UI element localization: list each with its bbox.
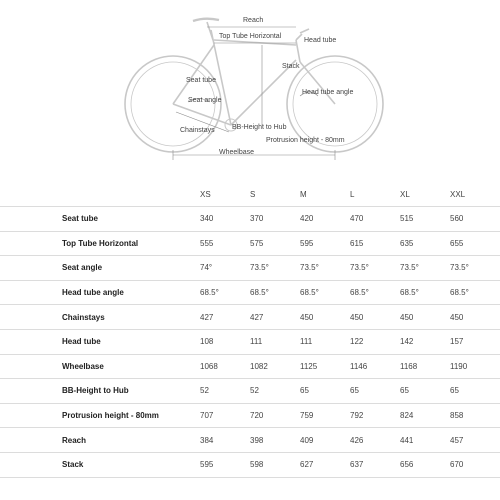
table-cell: 73.5° [250, 256, 300, 281]
table-cell: 420 [300, 207, 350, 232]
table-cell: 470 [350, 207, 400, 232]
label-chainstays: Chainstays [180, 127, 215, 134]
table-cell: 73.5° [300, 256, 350, 281]
table-cell: 656 [400, 452, 450, 477]
row-label: BB-Height to Hub [0, 379, 200, 404]
label-head-tube-angle: Head tube angle [302, 89, 354, 96]
table-cell: 426 [350, 428, 400, 453]
table-cell: 73.5° [450, 256, 500, 281]
row-label: Head tube [0, 329, 200, 354]
table-header-row [0, 182, 500, 207]
table-row [0, 256, 500, 281]
table-cell: 398 [250, 428, 300, 453]
table-cell: 441 [400, 428, 450, 453]
table-cell: 450 [300, 305, 350, 330]
geometry-table [0, 182, 500, 478]
table-cell: 1146 [350, 354, 400, 379]
table-body [0, 207, 500, 478]
table-cell: 65 [300, 379, 350, 404]
row-label: Top Tube Horizontal [0, 231, 200, 256]
table-cell: 65 [350, 379, 400, 404]
row-label: Seat angle [0, 256, 200, 281]
table-cell: 68.5° [450, 280, 500, 305]
table-cell: 598 [250, 452, 300, 477]
header-size: XS [200, 189, 211, 199]
table-cell: 427 [200, 305, 250, 330]
header-size: S [250, 189, 256, 199]
table-cell: 615 [350, 231, 400, 256]
table-row [0, 231, 500, 256]
table-cell: 65 [450, 379, 500, 404]
table-cell: 52 [200, 379, 250, 404]
header-spacer [0, 182, 200, 207]
table-cell: 157 [450, 329, 500, 354]
table-cell: 450 [350, 305, 400, 330]
label-wheelbase: Wheelbase [219, 149, 255, 156]
table-cell: 560 [450, 207, 500, 232]
table-cell: 73.5° [350, 256, 400, 281]
table-cell: 555 [200, 231, 250, 256]
table-cell: 68.5° [300, 280, 350, 305]
header-size: L [350, 189, 355, 199]
table-cell: 792 [350, 403, 400, 428]
table-cell: 68.5° [350, 280, 400, 305]
table-row [0, 354, 500, 379]
row-label: Wheelbase [0, 354, 200, 379]
table-cell: 720 [250, 403, 300, 428]
row-label: Stack [0, 452, 200, 477]
table-row [0, 280, 500, 305]
label-reach: Reach [243, 17, 264, 24]
table-row [0, 403, 500, 428]
table-cell: 122 [350, 329, 400, 354]
bike-outline [0, 0, 500, 170]
table-cell: 340 [200, 207, 250, 232]
table-cell: 409 [300, 428, 350, 453]
label-head-tube: Head tube [304, 37, 337, 44]
label-bb-height: BB-Height to Hub [232, 124, 287, 131]
label-seat-tube: Seat tube [186, 77, 216, 84]
table-cell: 68.5° [250, 280, 300, 305]
table-row [0, 379, 500, 404]
table-cell: 670 [450, 452, 500, 477]
table-cell: 635 [400, 231, 450, 256]
table-cell: 759 [300, 403, 350, 428]
table-cell: 111 [250, 329, 300, 354]
table-cell: 1068 [200, 354, 250, 379]
table-cell: 108 [200, 329, 250, 354]
table-cell: 515 [400, 207, 450, 232]
table-row [0, 207, 500, 232]
header-size: M [300, 189, 307, 199]
header-size: XXL [450, 189, 466, 199]
table-cell: 1190 [450, 354, 500, 379]
table-cell: 627 [300, 452, 350, 477]
table-cell: 73.5° [400, 256, 450, 281]
table-cell: 1168 [400, 354, 450, 379]
table-cell: 427 [250, 305, 300, 330]
table-cell: 637 [350, 452, 400, 477]
row-label: Head tube angle [0, 280, 200, 305]
header-size: XL [400, 189, 410, 199]
row-label: Chainstays [0, 305, 200, 330]
table-row [0, 452, 500, 477]
table-cell: 457 [450, 428, 500, 453]
table-row [0, 428, 500, 453]
table-cell: 707 [200, 403, 250, 428]
table-cell: 595 [300, 231, 350, 256]
label-stack: Stack [282, 63, 300, 70]
table-cell: 595 [200, 452, 250, 477]
table-cell: 65 [400, 379, 450, 404]
label-protrusion: Protrusion height - 80mm [266, 137, 345, 144]
table-cell: 450 [450, 305, 500, 330]
row-label: Reach [0, 428, 200, 453]
label-seat-angle: Seat angle [188, 97, 222, 104]
table-cell: 68.5° [400, 280, 450, 305]
table-cell: 68.5° [200, 280, 250, 305]
table-cell: 858 [450, 403, 500, 428]
table-cell: 74° [200, 256, 250, 281]
table-cell: 450 [400, 305, 450, 330]
table-cell: 384 [200, 428, 250, 453]
table-cell: 1082 [250, 354, 300, 379]
table-cell: 142 [400, 329, 450, 354]
geometry-diagram [0, 0, 500, 170]
table-cell: 824 [400, 403, 450, 428]
table-cell: 370 [250, 207, 300, 232]
label-top-tube: Top Tube Horizontal [219, 33, 282, 40]
table-cell: 655 [450, 231, 500, 256]
table-row [0, 305, 500, 330]
table-cell: 1125 [300, 354, 350, 379]
row-label: Seat tube [0, 207, 200, 232]
row-label: Protrusion height - 80mm [0, 403, 200, 428]
table-row [0, 329, 500, 354]
table-cell: 52 [250, 379, 300, 404]
table-cell: 575 [250, 231, 300, 256]
table-cell: 111 [300, 329, 350, 354]
